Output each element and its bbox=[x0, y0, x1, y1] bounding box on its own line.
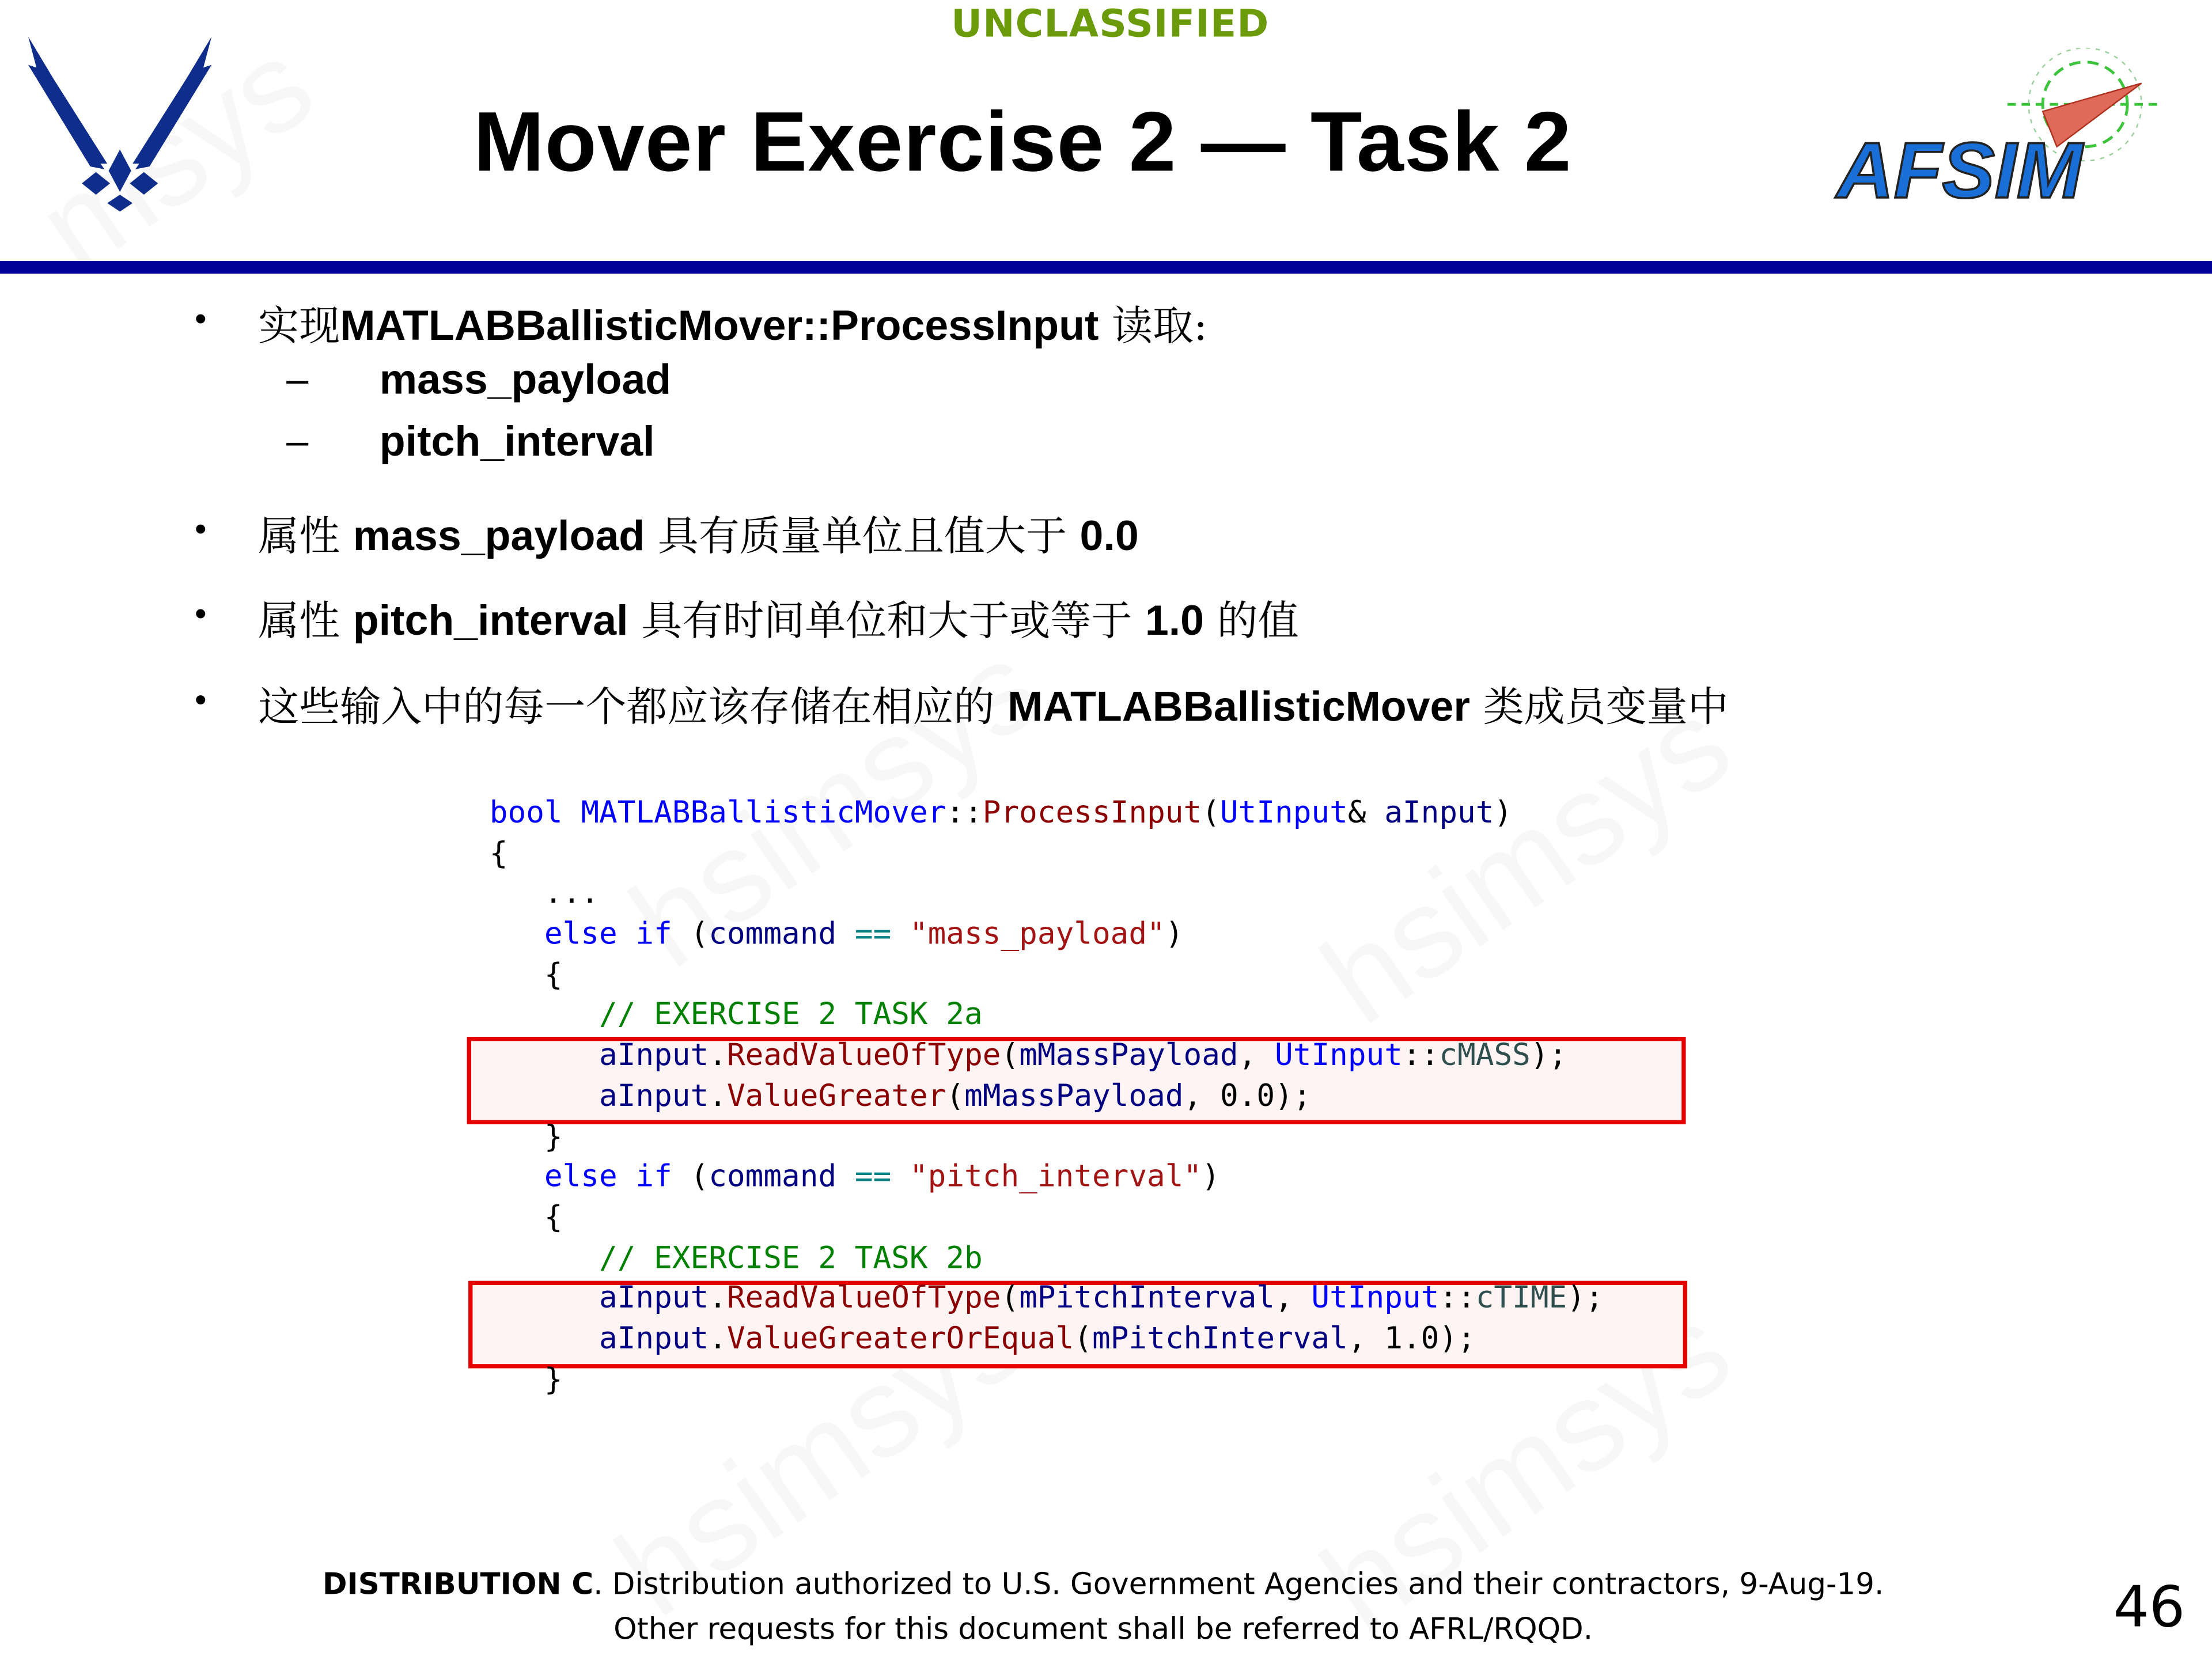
code-token: MATLABBallisticMover bbox=[581, 795, 946, 831]
code-line bbox=[490, 1158, 1604, 1199]
bullet-icon: • bbox=[194, 595, 207, 634]
code-token: ( bbox=[690, 917, 709, 953]
bullet-segment: 读取: bbox=[1099, 302, 1208, 350]
code-token: , 1.0); bbox=[1347, 1321, 1476, 1357]
code-block bbox=[490, 794, 1604, 1401]
code-token: ( bbox=[1074, 1321, 1093, 1357]
dash-icon: – bbox=[286, 357, 309, 401]
bullet-segment: 属性 bbox=[258, 596, 353, 645]
code-token: } bbox=[489, 1362, 563, 1398]
code-line bbox=[490, 1320, 1604, 1360]
code-token: ReadValueOfType bbox=[726, 1281, 1001, 1317]
code-token: == bbox=[836, 917, 910, 953]
bullet-segment: 具有时间单位和大于或等于 bbox=[628, 596, 1145, 645]
bullet-segment: MATLABBallisticMover::ProcessInput bbox=[340, 303, 1099, 350]
code-token: == bbox=[836, 1159, 910, 1195]
classification-banner: UNCLASSIFIED bbox=[951, 2, 1270, 47]
code-token: :: bbox=[1439, 1281, 1476, 1317]
code-line bbox=[490, 1037, 1604, 1077]
code-token: "mass_payload" bbox=[909, 917, 1165, 953]
code-token: :: bbox=[1402, 1038, 1440, 1074]
code-token: ( bbox=[1202, 795, 1220, 831]
code-token: ... bbox=[489, 876, 600, 912]
code-token: else if bbox=[489, 917, 691, 953]
dash-icon: – bbox=[286, 419, 309, 463]
code-token: mPitchInterval bbox=[1092, 1321, 1348, 1357]
code-token: ( bbox=[1001, 1038, 1020, 1074]
code-token: aInput bbox=[489, 1321, 709, 1357]
code-line bbox=[490, 996, 1604, 1037]
code-token: ) bbox=[1202, 1159, 1220, 1195]
code-line bbox=[490, 1360, 1604, 1401]
code-token: aInput bbox=[1384, 795, 1494, 831]
header-divider bbox=[0, 261, 2212, 274]
sub-bullet-text: pitch_interval bbox=[379, 419, 655, 466]
code-token: ) bbox=[1165, 917, 1184, 953]
code-token: ProcessInput bbox=[982, 795, 1202, 831]
code-line bbox=[490, 1078, 1604, 1118]
code-token: , bbox=[1275, 1281, 1312, 1317]
code-token: aInput bbox=[489, 1079, 709, 1115]
code-token: . bbox=[709, 1281, 727, 1317]
code-token: } bbox=[489, 1119, 563, 1155]
code-token: ReadValueOfType bbox=[726, 1038, 1001, 1074]
code-line bbox=[490, 835, 1604, 875]
bullet-text bbox=[258, 590, 1299, 647]
bullet-icon: • bbox=[194, 300, 207, 339]
code-token: aInput bbox=[489, 1281, 709, 1317]
bullet-segment: 具有质量单位且值大于 bbox=[645, 511, 1080, 560]
bullet-segment: 属性 bbox=[258, 511, 353, 560]
code-token: ( bbox=[690, 1159, 709, 1195]
code-token: { bbox=[489, 957, 563, 993]
code-token: , 0.0); bbox=[1183, 1079, 1312, 1115]
sub-bullet-text: mass_payload bbox=[379, 357, 672, 404]
code-line bbox=[490, 794, 1604, 835]
code-token: mMassPayload bbox=[964, 1079, 1184, 1115]
bullet-segment: 实现 bbox=[258, 302, 340, 350]
code-token: { bbox=[489, 1200, 563, 1236]
code-token: . bbox=[709, 1079, 727, 1115]
bullet-segment: MATLABBallisticMover bbox=[1007, 684, 1471, 731]
bullet-segment: 0.0 bbox=[1080, 513, 1139, 560]
bullet-segment: pitch_interval bbox=[353, 598, 628, 645]
bullet-icon: • bbox=[194, 681, 207, 719]
code-token: ValueGreaterOrEqual bbox=[726, 1321, 1074, 1357]
bullet-text bbox=[258, 505, 1139, 563]
code-token: . bbox=[709, 1038, 727, 1074]
code-token: "pitch_interval" bbox=[909, 1159, 1202, 1195]
bullet-segment: 这些输入中的每一个都应该存储在相应的 bbox=[258, 683, 1008, 731]
code-token: cMASS bbox=[1439, 1038, 1531, 1074]
code-line bbox=[490, 956, 1604, 996]
code-token: mPitchInterval bbox=[1019, 1281, 1275, 1317]
bullet-segment: 1.0 bbox=[1145, 598, 1205, 645]
distribution-label: DISTRIBUTION C bbox=[322, 1567, 594, 1601]
code-token: aInput bbox=[489, 1038, 709, 1074]
code-line bbox=[490, 1240, 1604, 1280]
code-line bbox=[490, 916, 1604, 956]
distribution-statement bbox=[0, 1567, 2206, 1601]
code-line bbox=[490, 1118, 1604, 1158]
code-token: cTIME bbox=[1475, 1281, 1567, 1317]
afsim-logo-text: AFSIM bbox=[1836, 126, 2083, 209]
distribution-text: . Distribution authorized to U.S. Government Agencies and their contractors, 9-Aug-19. bbox=[593, 1567, 1884, 1601]
code-token: ); bbox=[1530, 1038, 1567, 1074]
code-token: { bbox=[489, 836, 508, 871]
page-title: Mover Exercise 2 — Task 2 bbox=[474, 94, 1572, 190]
code-token: command bbox=[709, 917, 837, 953]
code-token: UtInput bbox=[1219, 795, 1348, 831]
bullet-text bbox=[258, 295, 1207, 353]
code-token: ) bbox=[1494, 795, 1513, 831]
code-token: ( bbox=[1001, 1281, 1020, 1317]
code-token: // EXERCISE 2 TASK 2b bbox=[489, 1241, 983, 1276]
page-number: 46 bbox=[2113, 1575, 2186, 1641]
code-token: . bbox=[709, 1321, 727, 1357]
code-token: :: bbox=[946, 795, 983, 831]
code-line bbox=[490, 1199, 1604, 1239]
code-token: else if bbox=[489, 1159, 691, 1195]
code-line bbox=[490, 1280, 1604, 1320]
code-token: UtInput bbox=[1275, 1038, 1403, 1074]
code-token: ); bbox=[1567, 1281, 1604, 1317]
code-token: command bbox=[709, 1159, 837, 1195]
afsim-logo-icon bbox=[1831, 48, 2170, 209]
code-token: mMassPayload bbox=[1019, 1038, 1238, 1074]
distribution-statement-line2: Other requests for this document shall be referred to AFRL/RQQD. bbox=[613, 1612, 1593, 1646]
code-token: ValueGreater bbox=[726, 1079, 946, 1115]
code-token: // EXERCISE 2 TASK 2a bbox=[489, 998, 983, 1033]
bullet-icon: • bbox=[194, 510, 207, 549]
code-token: & bbox=[1347, 795, 1385, 831]
bullet-segment: mass_payload bbox=[353, 513, 645, 560]
bullet-segment: 的值 bbox=[1204, 596, 1299, 645]
code-line bbox=[490, 875, 1604, 915]
code-token: ( bbox=[946, 1079, 965, 1115]
code-token: , bbox=[1238, 1038, 1275, 1074]
code-token: bool bbox=[489, 795, 581, 831]
bullet-text bbox=[258, 676, 1729, 733]
bullet-segment: 类成员变量中 bbox=[1470, 683, 1729, 731]
code-token: UtInput bbox=[1311, 1281, 1440, 1317]
